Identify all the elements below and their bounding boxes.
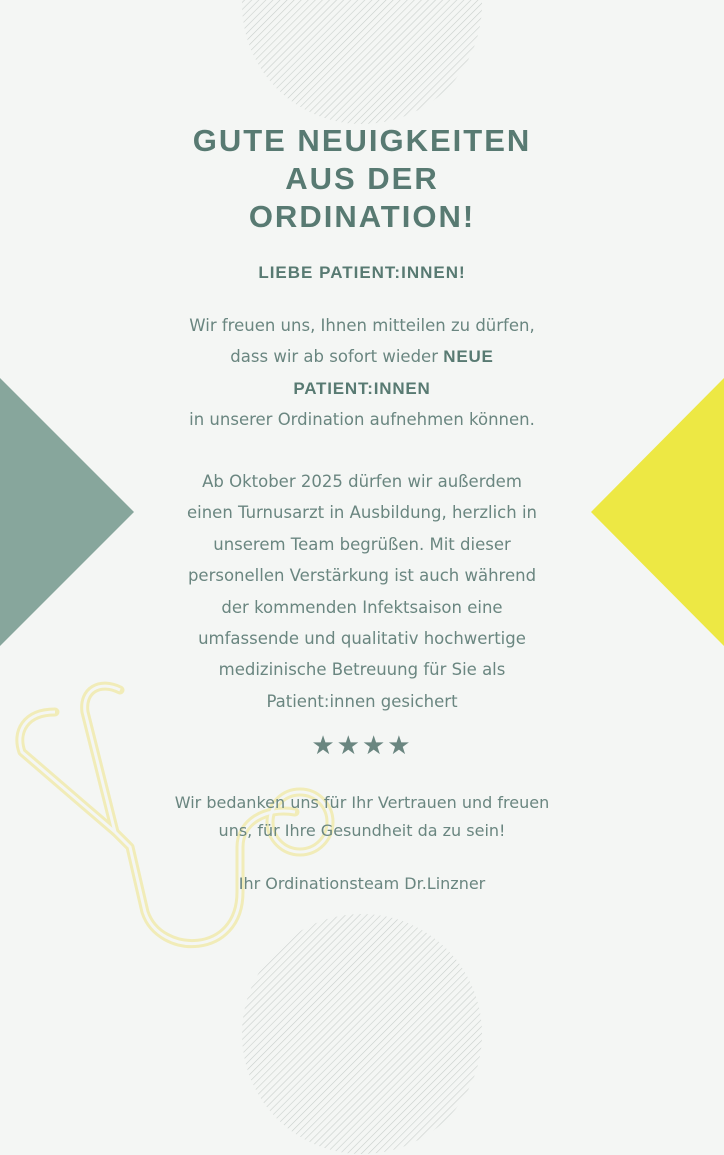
p2-line: medizinische Betreuung für Sie als [218, 660, 506, 680]
p2-line: Patient:innen gesichert [266, 691, 458, 711]
p2-line: Ab Oktober 2025 dürfen wir außerdem [202, 472, 522, 491]
signature: Ihr Ordinationsteam Dr.Linzner [238, 874, 486, 893]
page-title [140, 122, 584, 236]
paragraph-announcement [140, 466, 584, 717]
p2-line: umfassende und qualitativ hochwertige [198, 629, 526, 649]
p2-line: unserem Team begrüßen. Mit dieser [213, 534, 511, 554]
emphasis-new: NEUE [443, 347, 494, 367]
star-icon: ★★★★ [311, 731, 413, 761]
p3-line: uns, für Ihre Gesundheit da zu sein! [218, 821, 506, 840]
greeting: LIEBE PATIENT:INNEN! [258, 263, 466, 282]
title-line-3: ORDINATION! [248, 199, 476, 234]
emphasis-patients: PATIENT:INNEN [293, 378, 431, 398]
p1-line-1: Wir freuen uns, Ihnen mitteilen zu dürfen, [189, 316, 535, 335]
p2-line: einen Turnusarzt in Ausbildung, herzlich in [186, 503, 537, 523]
paragraph-thanks [140, 789, 584, 845]
title-line-1: GUTE NEUIGKEITEN [192, 123, 532, 158]
paragraph-new-patients [140, 310, 584, 436]
p3-line: Wir bedanken uns für Ihr Vertrauen und freuen [174, 793, 550, 812]
title-line-2: AUS DER [285, 161, 439, 196]
triangle-left [0, 378, 134, 646]
p1-line-2-text: dass wir ab sofort wieder [230, 347, 438, 367]
p1-line-2 [140, 341, 584, 372]
hatched-circle-top [241, 0, 483, 125]
p2-line: der kommenden Infektsaison eine [221, 597, 503, 617]
p1-line-4: in unserer Ordination aufnehmen können. [189, 410, 535, 430]
triangle-right [591, 378, 724, 646]
p2-line: personellen Verstärkung ist auch während [187, 566, 537, 586]
